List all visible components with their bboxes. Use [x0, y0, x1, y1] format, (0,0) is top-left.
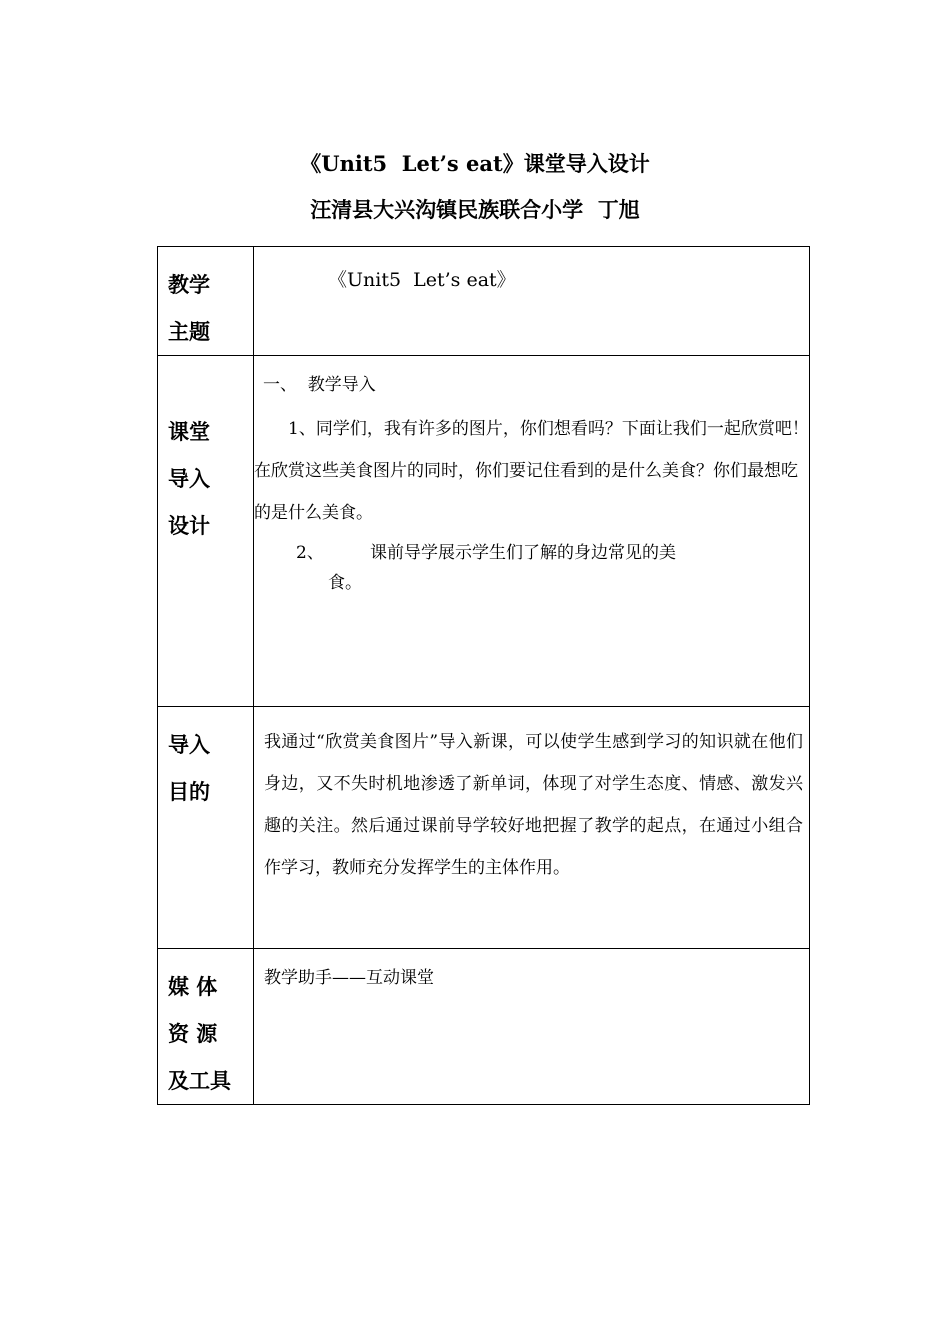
- purpose-content: 我通过“欣赏美食图片”导入新课，可以使学生感到学习的知识就在他们身边，又不失时机地渗透了新单词，体现了对学生态度、情感、激发兴趣的关注。然后通过课前导学较好地把握了教学的起点，在通过小组合作学习，教师充分发挥学生的主体作用。: [264, 732, 803, 878]
- document-title: 《Unit5 Let’s eat》课堂导入设计: [300, 151, 650, 176]
- intro-design-content-cell: [254, 356, 810, 707]
- intro-design-label: [158, 356, 254, 707]
- intro-item-2: [254, 538, 809, 598]
- section-title: 一、 教学导入: [263, 375, 376, 395]
- topic-content: 《Unit5 Let’s eat》: [328, 269, 516, 291]
- intro-item-2-continuation: 食。: [328, 573, 362, 593]
- purpose-label-line: 目的: [168, 779, 210, 804]
- lesson-table: [157, 246, 810, 1105]
- media-label-line: 资 源: [168, 1021, 218, 1046]
- author-line: 汪清县大兴沟镇民族联合小学 丁旭: [310, 197, 640, 222]
- table-row-media: [158, 949, 810, 1105]
- purpose-label: [158, 707, 254, 949]
- intro-design-label-line: 设计: [168, 513, 210, 538]
- purpose-label-line: 导入: [168, 732, 210, 757]
- media-label-line: 媒 体: [168, 974, 218, 999]
- intro-item-2-text: 课前导学展示学生们了解的身边常见的美: [370, 543, 676, 563]
- media-label: [158, 949, 254, 1105]
- topic-label-line: 教学: [168, 272, 210, 297]
- topic-label-line: 主题: [168, 319, 210, 344]
- table-row-intro-design: [158, 356, 810, 707]
- table-row-purpose: [158, 707, 810, 949]
- media-content: 教学助手——互动课堂: [264, 968, 434, 988]
- table-row-topic: [158, 247, 810, 356]
- intro-design-label-line: 课堂: [168, 419, 210, 444]
- intro-item-2-number: 2、: [296, 543, 324, 563]
- purpose-content-cell: [254, 707, 810, 949]
- intro-design-label-line: 导入: [168, 466, 210, 491]
- intro-item-1: 1、同学们，我有许多的图片，你们想看吗？下面让我们一起欣赏吧！在欣赏这些美食图片的同时，你们要记住看到的是什么美食？你们最想吃的是什么美食。: [254, 419, 809, 523]
- topic-content-cell: [254, 247, 810, 356]
- topic-label: [158, 247, 254, 356]
- media-content-cell: [254, 949, 810, 1105]
- media-label-line: 及工具: [168, 1068, 231, 1093]
